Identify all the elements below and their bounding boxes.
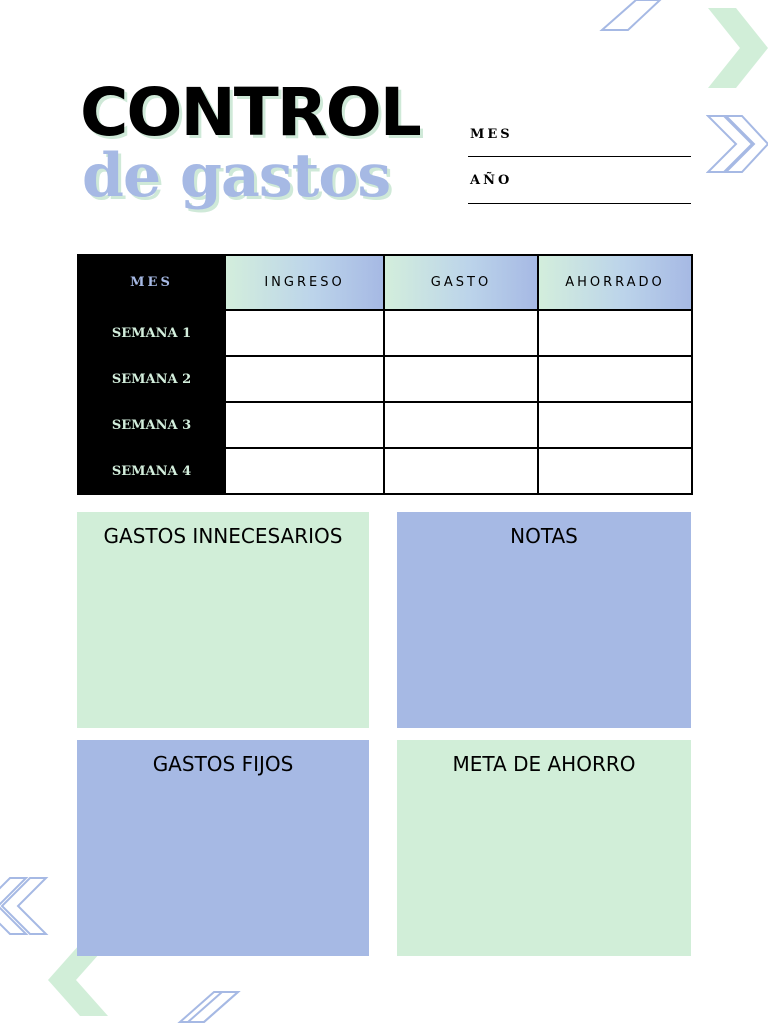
gastos-innecesarios-box[interactable] [77, 512, 369, 728]
cell-semana-4-gasto[interactable] [384, 448, 538, 494]
cell-semana-2-gasto[interactable] [384, 356, 538, 402]
notas-box[interactable] [397, 512, 691, 728]
row-header-semana-1: SEMANA 1 [78, 310, 225, 356]
row-header-semana-2: SEMANA 2 [78, 356, 225, 402]
year-label: AÑO [470, 173, 513, 188]
cell-semana-3-ingreso[interactable] [225, 402, 384, 448]
table-corner-month: MES [78, 255, 225, 310]
meta-de-ahorro-box[interactable] [397, 740, 691, 956]
cell-semana-1-ahorrado[interactable] [538, 310, 692, 356]
weekly-summary-table [77, 254, 693, 495]
table-row [78, 402, 692, 448]
title-de-gastos: de gastos [82, 141, 391, 211]
chevron-left-outline-icon [176, 990, 242, 1024]
table-row [78, 448, 692, 494]
column-header-ahorrado: AHORRADO [538, 255, 692, 310]
cell-semana-1-ingreso[interactable] [225, 310, 384, 356]
chevron-right-outline-icon [598, 0, 668, 36]
gastos-fijos-box[interactable] [77, 740, 369, 956]
title-control: CONTROL [80, 74, 420, 151]
table-row [78, 356, 692, 402]
column-header-ingreso: INGRESO [225, 255, 384, 310]
cell-semana-3-ahorrado[interactable] [538, 402, 692, 448]
year-line[interactable] [468, 203, 691, 204]
month-line[interactable] [468, 156, 691, 157]
gastos-innecesarios-title: GASTOS INNECESARIOS [103, 524, 343, 548]
cell-semana-1-gasto[interactable] [384, 310, 538, 356]
cell-semana-4-ahorrado[interactable] [538, 448, 692, 494]
double-chevron-right-icon [706, 114, 768, 176]
double-chevron-left-icon [0, 876, 50, 938]
meta-de-ahorro-title: META DE AHORRO [452, 752, 636, 776]
column-header-gasto: GASTO [384, 255, 538, 310]
cell-semana-4-ingreso[interactable] [225, 448, 384, 494]
row-header-semana-3: SEMANA 3 [78, 402, 225, 448]
notas-title: NOTAS [510, 524, 578, 548]
row-header-semana-4: SEMANA 4 [78, 448, 225, 494]
gastos-fijos-title: GASTOS FIJOS [152, 752, 294, 776]
chevron-right-solid-icon [708, 8, 768, 88]
cell-semana-2-ingreso[interactable] [225, 356, 384, 402]
cell-semana-2-ahorrado[interactable] [538, 356, 692, 402]
table-header-row [78, 255, 692, 310]
cell-semana-3-gasto[interactable] [384, 402, 538, 448]
month-label: MES [470, 127, 513, 142]
chevron-left-solid-icon [48, 944, 108, 1024]
table-row [78, 310, 692, 356]
